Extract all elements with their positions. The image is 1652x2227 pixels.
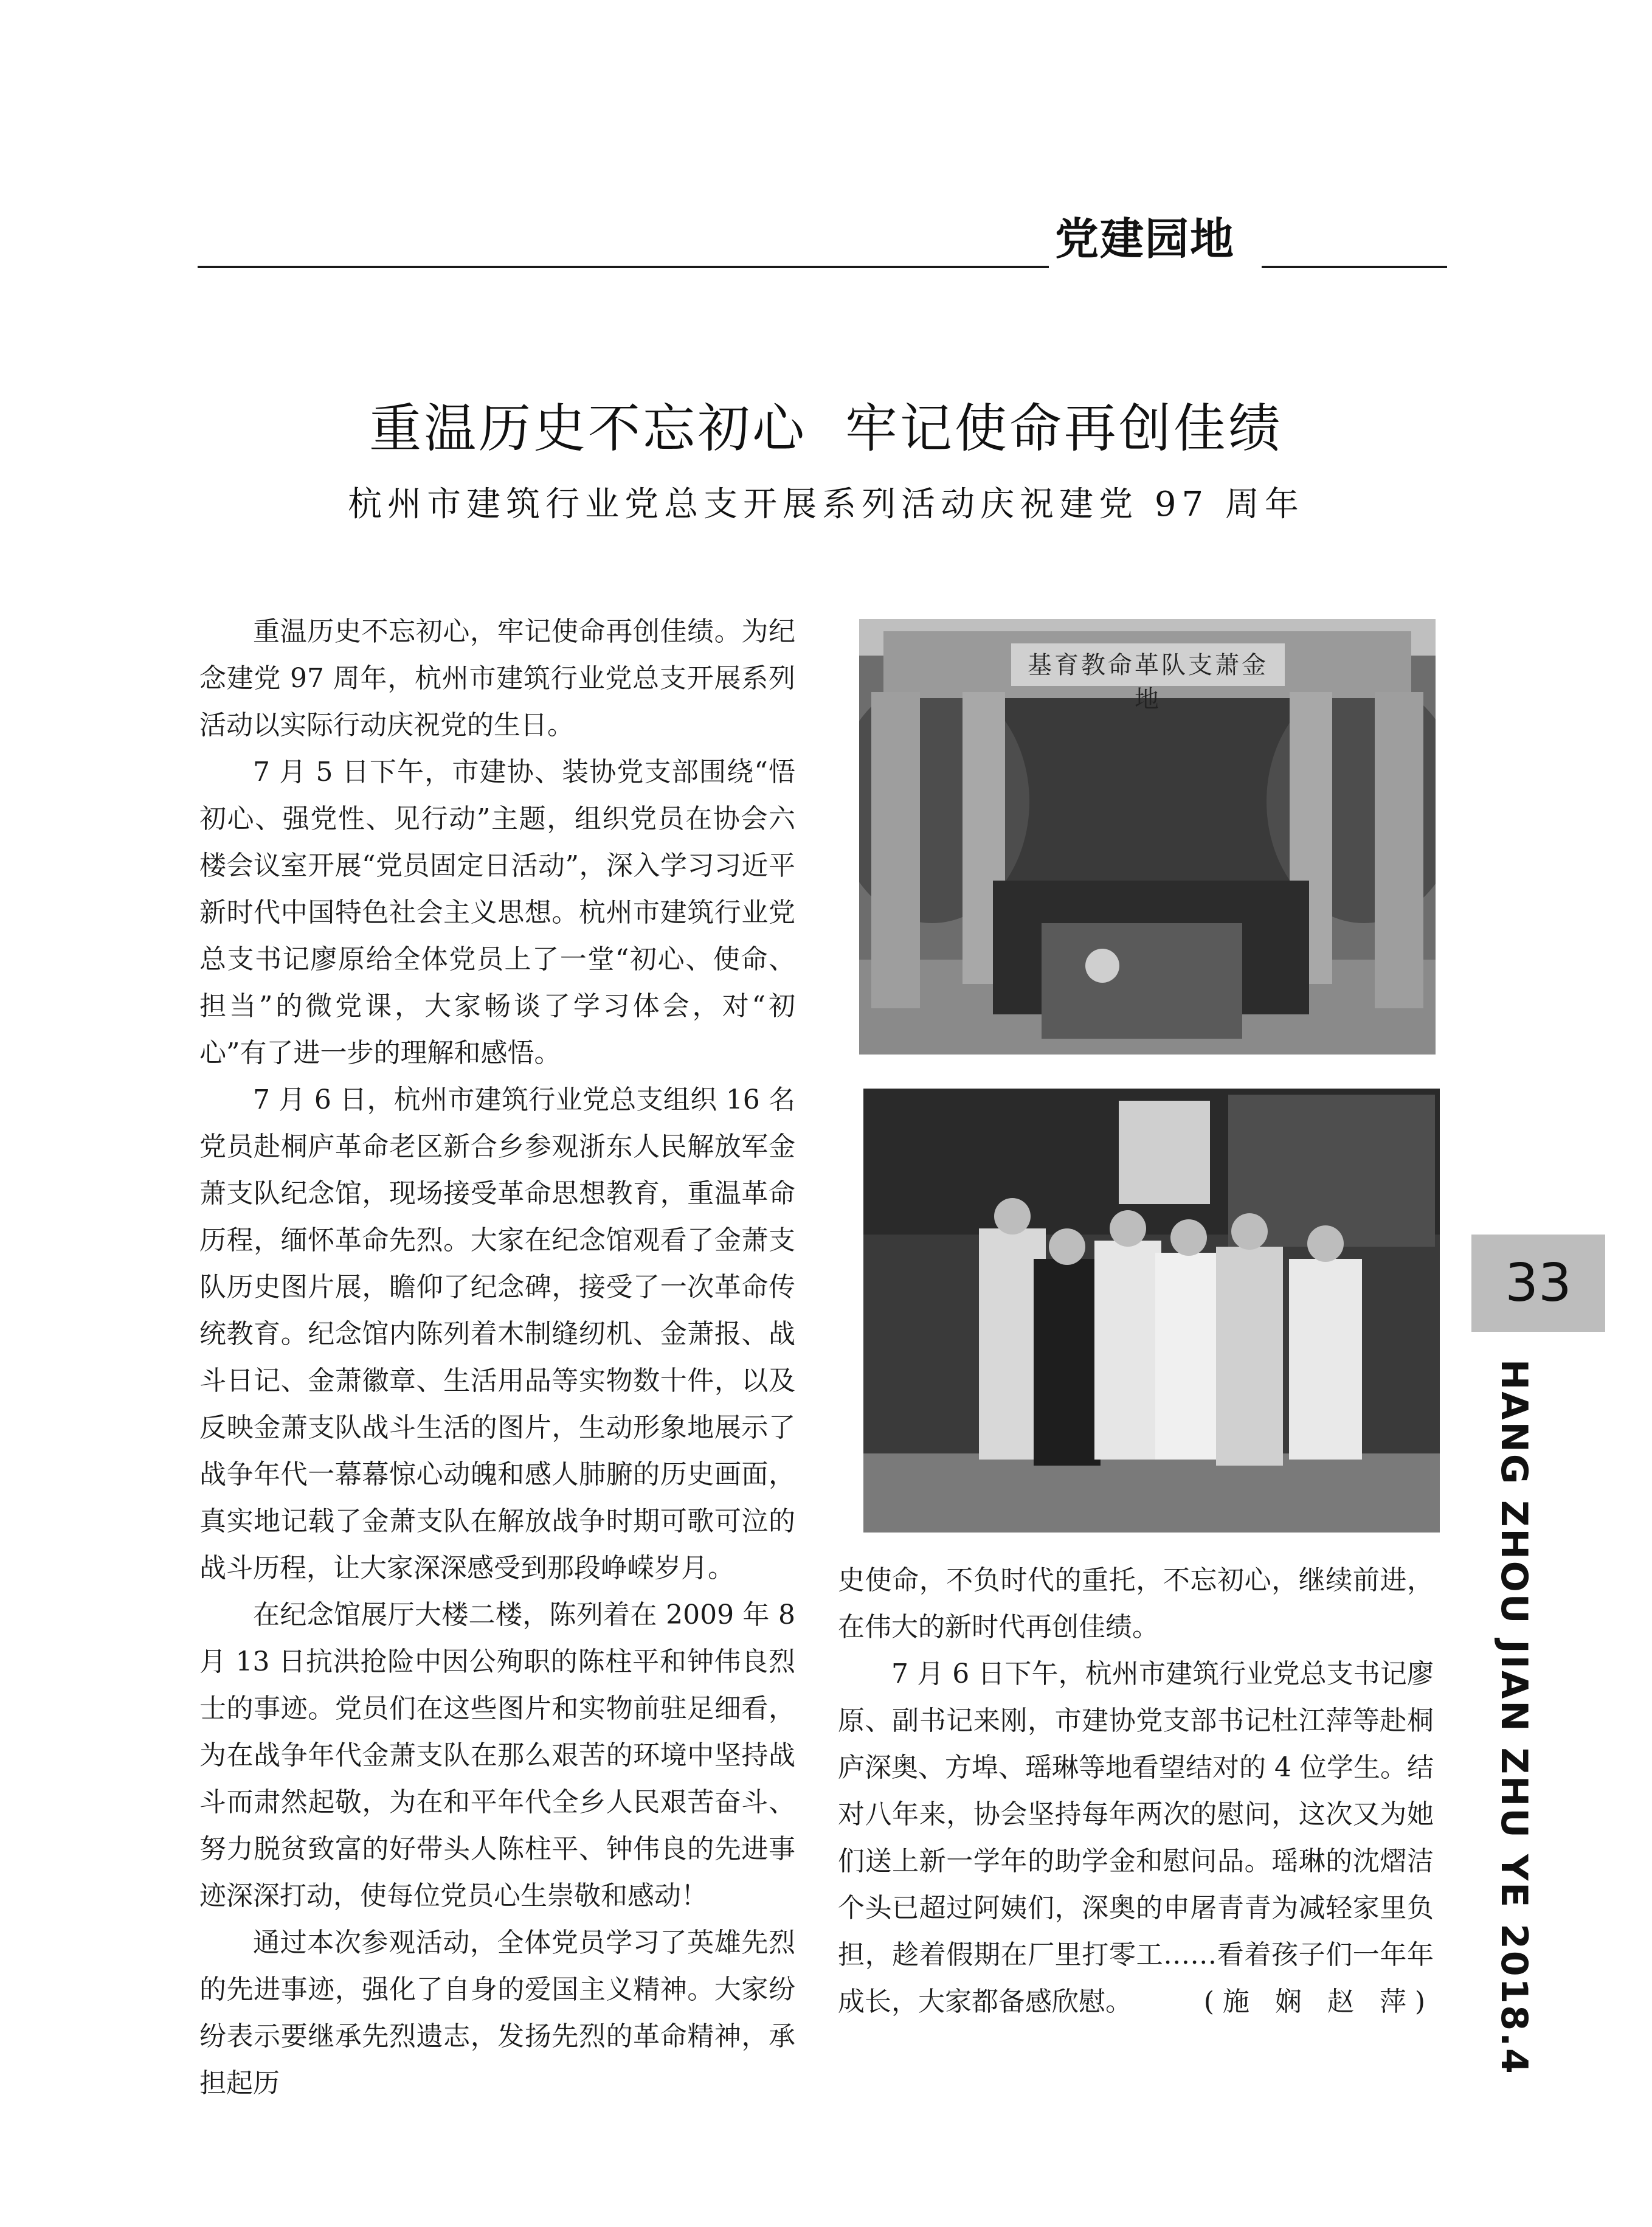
section-title: 党建园地 (1055, 213, 1236, 265)
paragraph-student-visit: 7 月 6 日下午，杭州市建筑行业党总支书记廖原、副书记来刚，市建协党支部书记杜江萍等赴桐庐深奥、方埠、瑶琳等地看望结对的 4 位学生。结对八年来，协会坚持每年两次的慰问，这次又为她们送上新一学年的助学金和慰问品。瑶琳的沈熠洁个头已超过阿姨们，深奥的申屠青青为减轻家里负担，趁着假期在厂里打零工……看着孩子们一年年成长，大家都备感欣慰。 (838, 1658, 1434, 2017)
paragraph-conclusion: 通过本次参观活动，全体党员学习了英雄先烈的先进事迹，强化了自身的爱国主义精神。大家纷纷表示要继承先烈遗志，发扬先烈的革命精神，承担起历 (199, 1927, 795, 2099)
paragraph-intro: 重温历史不忘初心，牢记使命再创佳绩。为纪念建党 97 周年，杭州市建筑行业党总支开展系列活动以实际行动庆祝党的生日。 (199, 616, 795, 741)
page-number: 33 (1471, 1235, 1605, 1332)
article-column-left (199, 608, 795, 2107)
photo-memorial-arch (859, 619, 1436, 1055)
header-rule-left (198, 266, 1049, 268)
article-title: 重温历史不忘初心 牢记使命再创佳绩 (369, 398, 1283, 459)
article-column-right (838, 1557, 1434, 2025)
article-subtitle: 杭州市建筑行业党总支开展系列活动庆祝建党 97 周年 (348, 485, 1304, 524)
arch-inscription: 金萧支队革命教育基地 (1028, 651, 1268, 713)
author-credit: (施 娴 赵 萍) (1203, 1986, 1434, 2017)
paragraph-july6-visit: 7 月 6 日，杭州市建筑行业党总支组织 16 名党员赴桐庐革命老区新合乡参观浙东人民解放军金萧支队纪念馆，现场接受革命思想教育，重温革命历程，缅怀革命先烈。大家在纪念馆观看了金萧支队历史图片展，瞻仰了纪念碑，接受了一次革命传统教育。纪念馆内陈列着木制缝纫机、金萧报、战斗日记、金萧徽章、生活用品等实物数十件，以及反映金萧支队战斗生活的图片，生动形象地展示了战争年代一幕幕惊心动魄和感人肺腑的历史画面，真实地记载了金萧支队在解放战争时期可歌可泣的战斗历程，让大家深深感受到那段峥嵘岁月。 (199, 1084, 795, 1584)
paragraph-july5: 7 月 5 日下午，市建协、装协党支部围绕“悟初心、强党性、见行动”主题，组织党员在协会六楼会议室开展“党员固定日活动”，深入学习习近平新时代中国特色社会主义思想。杭州市建筑行业党总支书记廖原给全体党员上了一堂“初心、使命、担当”的微党课，大家畅谈了学习体会，对“初心”有了进一步的理解和感悟。 (199, 757, 795, 1068)
paragraph-martyrs: 在纪念馆展厅大楼二楼，陈列着在 2009 年 8 月 13 日抗洪抢险中因公殉职的陈柱平和钟伟良烈士的事迹。党员们在这些图片和实物前驻足细看，为在战争年代金萧支队在那么艰苦的环境中坚持战斗而肃然起敬，为在和平年代全乡人民艰苦奋斗、努力脱贫致富的好带头人陈柱平、钟伟良的先进事迹深深打动，使每位党员心生崇敬和感动！ (199, 1599, 795, 1911)
photo-group-women-image (863, 1089, 1440, 1533)
paragraph-continued: 史使命，不负时代的重托，不忘初心，继续前进，在伟大的新时代再创佳绩。 (838, 1565, 1434, 1643)
header-rule-right (1262, 266, 1447, 268)
photo-group-women (863, 1089, 1440, 1533)
journal-issue: HANG ZHOU JIAN ZHU YE 2018.4 (1493, 1359, 1535, 2076)
